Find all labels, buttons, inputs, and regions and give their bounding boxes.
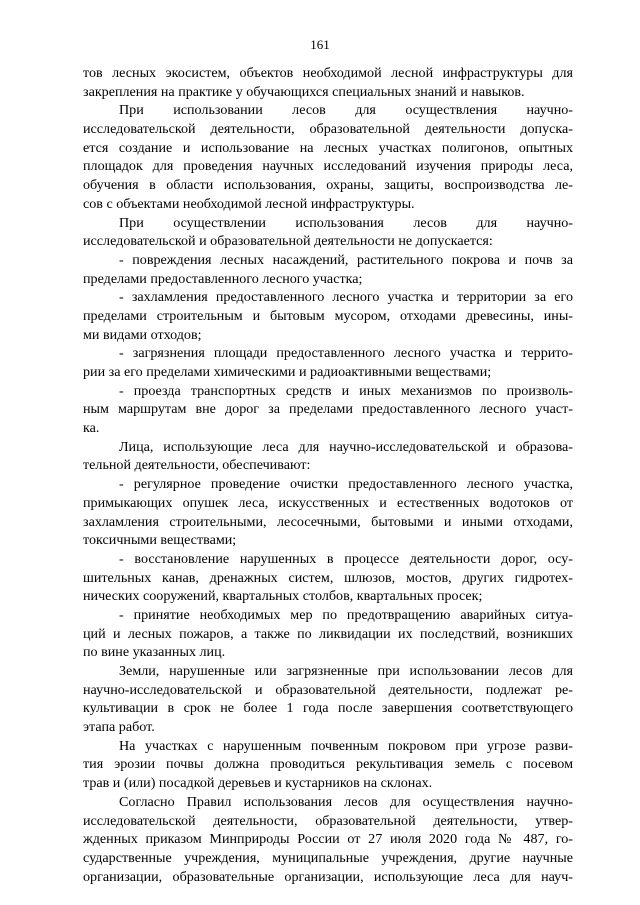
text-line: исследовательской деятельности, образовательной деятельности, утвер-	[83, 812, 573, 829]
text-line: исследовательской деятельности, образовательной деятельности допуска-	[83, 121, 573, 138]
text-line: сов с объектами необходимой лесной инфраструктуры.	[83, 195, 415, 212]
text-line: захламления строительными, лесосечными, бытовыми и иными отходами,	[83, 513, 573, 530]
text-line: площадок для проведения научных исследований изучения природы леса,	[83, 158, 573, 175]
text-line: организации, образовательные организации, использующие леса для науч-	[83, 868, 573, 885]
text-line: На участках с нарушенным почвенным покровом при угрозе разви-	[119, 737, 573, 754]
text-line: - проезда транспортных средств и иных механизмов по произволь-	[119, 382, 573, 399]
text-body	[83, 64, 573, 886]
text-line: по вине указанных лиц.	[83, 644, 226, 661]
text-line: закрепления на практике у обучающихся специальных знаний и навыков.	[83, 83, 525, 100]
list-item	[83, 251, 573, 288]
paragraph	[83, 793, 573, 886]
list-item	[83, 344, 573, 381]
text-line: нических сооружений, квартальных столбов, квартальных просек;	[83, 588, 483, 605]
text-line: ми видами отходов;	[83, 326, 202, 343]
text-line: тия эрозии почвы должна проводиться рекультивация земель с посевом	[83, 756, 573, 773]
text-line: - загрязнения площади предоставленного лесного участка и террито-	[119, 345, 573, 362]
text-line: токсичными веществами;	[83, 532, 237, 549]
paragraph	[83, 662, 573, 737]
text-line: ным маршрутам вне дорог за пределами предоставленного лесного участ-	[83, 401, 573, 418]
text-line: примыкающих опушек леса, искусственных и естественных водотоков от	[83, 494, 573, 511]
list-item	[83, 288, 573, 344]
list-item	[83, 382, 573, 438]
text-line: научно-исследовательской и образовательной деятельности, подлежат ре-	[83, 681, 573, 698]
text-line: При использовании лесов для осуществления научно-	[119, 102, 573, 119]
text-line: При осуществлении использования лесов для научно-	[119, 214, 573, 231]
list-item	[83, 550, 573, 606]
text-line: - восстановление нарушенных в процессе деятельности дорог, осу-	[119, 550, 573, 567]
text-line: шительных канав, дренажных систем, шлюзов, мостов, других гидротех-	[83, 569, 573, 586]
text-line: пределами строительным и бытовым мусором, отходами древесины, ины-	[83, 307, 573, 324]
text-line: жденных приказом Минприроды России от 27 июля 2020 года № 487, го-	[83, 831, 573, 848]
paragraph	[83, 438, 573, 475]
text-line: обучения в области использования, охраны, защиты, воспроизводства ле-	[83, 177, 573, 194]
text-line: исследовательской и образовательной деятельности не допускается:	[83, 233, 493, 250]
text-line: Лица, использующие леса для научно-исследовательской и образова-	[119, 438, 573, 455]
text-line: сударственные учреждения, муниципальные учреждения, другие научные	[83, 849, 573, 866]
text-line: рии за его пределами химическими и радиоактивными веществами;	[83, 364, 492, 380]
text-line: Согласно Правил использования лесов для осуществления научно-	[119, 793, 573, 810]
text-line: ций и лесных пожаров, а также по ликвидации их последствий, возникших	[83, 625, 573, 642]
paragraph	[83, 214, 573, 251]
paragraph	[83, 64, 573, 101]
paragraph	[83, 737, 573, 793]
text-line: - захламления предоставленного лесного участка и территории за его	[119, 289, 573, 306]
list-item	[83, 606, 573, 662]
text-line: - принятие необходимых мер по предотвращению аварийных ситуа-	[119, 606, 573, 623]
text-line: пределами предоставленного лесного участка;	[83, 270, 363, 287]
text-line: - регулярное проведение очистки предоставленного лесного участка,	[119, 476, 573, 493]
text-line: тельной деятельности, обеспечивают:	[83, 457, 311, 474]
text-line: этапа работ.	[83, 719, 155, 736]
text-line: ка.	[83, 420, 100, 437]
text-line: культивации в срок не более 1 года после завершения соответствующего	[83, 700, 573, 717]
text-line: - повреждения лесных насаждений, растительного покрова и почв за	[119, 251, 573, 268]
text-line: ется создание и использование на лесных участках полигонов, опытных	[83, 139, 573, 156]
page-number: 161	[310, 37, 330, 52]
text-line: трав и (или) посадкой деревьев и кустарников на склонах.	[83, 775, 433, 792]
text-line: Земли, нарушенные или загрязненные при использовании лесов для	[119, 663, 573, 679]
text-line: тов лесных экосистем, объектов необходимой лесной инфраструктуры для	[83, 65, 573, 81]
list-item	[83, 475, 573, 550]
paragraph	[83, 101, 573, 213]
